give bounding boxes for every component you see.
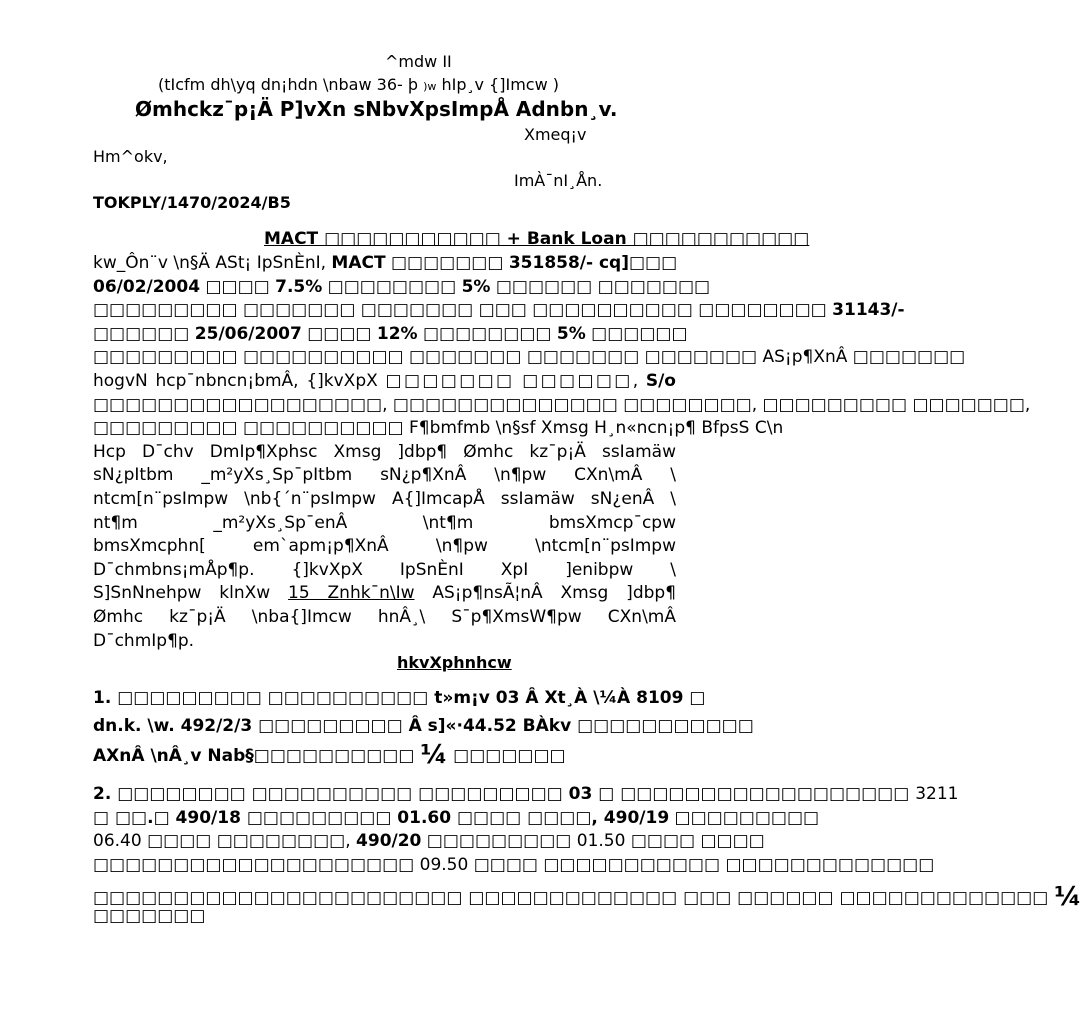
line-segment: □□□□□□	[93, 323, 195, 344]
body-lines-line	[93, 536, 676, 556]
subject-line	[264, 229, 809, 249]
body-lines-line	[93, 465, 676, 485]
salutation: Hm^okv,	[93, 147, 168, 166]
line-segment: 06.40 □□□□ □□□□□□□□,	[93, 831, 357, 851]
line-segment: 31143/-	[832, 300, 905, 321]
line-segment: 25/06/2007	[194, 323, 302, 344]
item2-line	[93, 784, 959, 804]
line-segment: Hcp D¯chv DmIp¶Xphsc Xmsg ]dbp¶ Ømhc kz¯p¡Ä ssIamäw	[93, 441, 676, 462]
header-line-2	[158, 75, 559, 94]
body-lines-line	[93, 442, 676, 462]
line-segment: AXnÂ \nÂ¸v Nab§□□□□□□□□□□	[93, 746, 421, 766]
line-segment: Ømhc kz¯p¡Ä \nba{]Imcw hnÂ¸\ S¯p¶XmsW¶pw CXn\mÂ	[93, 607, 676, 627]
office-name: Xmeq¡v	[524, 125, 587, 144]
line-segment: □□□□□□□□	[417, 323, 557, 344]
line-segment: □□□□□□□□□ □□□□□□□ □□□□□□□ □□□ □□□□□□□□□□ □□□□□□□□	[93, 300, 833, 321]
body-lines-line	[93, 253, 676, 273]
line-segment: 15 Znhk¯n\Iw	[288, 583, 415, 604]
body-lines-line	[93, 371, 676, 391]
line-segment: 1. □□□□□□□□□ □□□□□□□□□□ t»m¡v 03 Â Xt¸À \¼À 8109 □	[93, 688, 706, 708]
item2-line	[93, 906, 676, 926]
line-segment: D¯chmIp¶p.	[93, 630, 195, 651]
line-segment: □□□□□□	[585, 323, 688, 344]
line-segment: □□□□□□□□□ □□□□□□□□□□ □□□□□□□ □□□□□□□ □□□□□□□ AS¡p¶XnÂ □□□□□□□	[93, 347, 966, 368]
line-segment: □□□□	[200, 276, 276, 297]
line-segment: hogvN hcp¯nbncn¡bmÂ, {]kvXpX □□□□□□□ □□□□□□,	[93, 371, 646, 391]
line-segment: 5%	[556, 323, 586, 344]
header-line-2b: hIp¸v {]Imcw )	[436, 75, 559, 94]
line-segment: 490/19	[603, 807, 670, 828]
body-lines-line	[93, 631, 676, 651]
header-line-1: ^mdw II	[385, 52, 452, 71]
item2-line	[93, 807, 820, 828]
line-segment: 490/18	[175, 807, 241, 828]
fraction-text: ¼	[420, 740, 448, 770]
line-segment: □□□□□□□□□ □□□□□□□□□□ F¶bmfmb \n§sf Xmsg H¸n«ncn¡p¶ BfpsS C\n	[93, 418, 784, 439]
subject-line-b: □□□□□□□□□□□ + Bank Loan □□□□□□□□□□□	[324, 229, 810, 249]
line-segment: □□□□□□□□□ 01.60 □□□□ □□□□,	[240, 807, 604, 828]
item2-line	[93, 831, 765, 851]
line-segment: □□□□□□□	[385, 253, 509, 273]
line-segment: S/o	[645, 371, 676, 391]
item2-line	[93, 854, 935, 875]
line-segment: □□□□□□□□□	[669, 807, 820, 828]
line-segment: □□□□	[301, 323, 377, 344]
line-segment: 351858/- cq]□□□	[508, 253, 678, 273]
item1-line	[93, 740, 676, 770]
body-lines-line	[93, 489, 676, 509]
body-lines-line	[93, 300, 905, 321]
line-segment: AS¡p¶nsÃ¦nÂ Xmsg ]dbp¶	[414, 583, 677, 604]
line-segment: □□□□□□□	[447, 746, 566, 766]
body-lines-line	[93, 607, 676, 627]
item1-line	[93, 716, 754, 736]
body-lines-line	[93, 583, 676, 603]
line-segment: □□□□□□□□□□□□□□□□□□□□□□□ □□□□□□□□□□□□□ □□□ □□□□□□ □□□□□□□□□□□□□	[93, 888, 1055, 908]
line-segment: nt¶m _m²yXs¸Sp¯enÂ \nt¶m bmsXmcp¯cpw	[93, 512, 676, 533]
reference-number: TOKPLY/1470/2024/B5	[93, 193, 291, 212]
date-label: ImÀ¯nI¸Ån.	[514, 171, 603, 190]
line-segment: □□□□□□□□□□□□□□□□□□□□ 09.50 □□□□ □□□□□□□□□□□ □□□□□□□□□□□□□	[93, 854, 935, 875]
line-segment: □□□□□□ □□□□□□□	[490, 276, 711, 297]
schedule-title: hkvXphnhcw	[397, 653, 512, 672]
line-segment: kw_Ôn¨v \n§Ä ASt¡ IpSnÈnI,	[93, 253, 332, 273]
line-segment: D¯chmbns¡mÅp¶p. {]kvXpX IpSnÈnI XpI ]enibpw \	[93, 559, 676, 580]
line-segment: 3211	[915, 784, 959, 804]
line-segment: bmsXmcphn[ em`apm¡p¶XnÂ \n¶pw \ntcm[n¨psImpw	[93, 536, 676, 557]
line-segment: S]SnNnehpw klnXw	[93, 583, 289, 604]
line-segment: 7.5%	[275, 276, 323, 297]
line-segment: □□□□□□□□	[322, 276, 462, 297]
line-segment: □ □□.□	[93, 807, 176, 828]
body-lines-line	[93, 323, 688, 344]
body-lines-line	[93, 276, 711, 297]
subject-line-a: MACT	[264, 229, 325, 249]
line-segment: MACT	[331, 253, 386, 273]
body-lines-line	[93, 347, 966, 368]
line-segment: 2. □□□□□□□□ □□□□□□□□□□ □□□□□□□□□ 03 □ □□□□□□□□□□□□□□□□□□	[93, 784, 916, 804]
body-lines-line	[93, 560, 676, 580]
document-title: Ømhckz¯p¡Ä P]vXn sNbvXpsImpÅ Adnbn¸v.	[135, 97, 618, 121]
line-segment: □□□□□□□□□□□□□□□□□□, □□□□□□□□□□□□□□ □□□□□□□□, □□□□□□□□□ □□□□□□□,	[93, 394, 1031, 415]
line-segment: 5%	[461, 276, 491, 297]
line-segment: □□□□□□□	[93, 906, 206, 926]
body-lines-line	[93, 513, 676, 533]
fraction-text: ¼	[1054, 882, 1081, 912]
body-lines-line	[93, 418, 784, 439]
header-line-2-sub: )w	[423, 80, 437, 93]
line-segment: dn.k. \w. 492/2/3 □□□□□□□□□ Â s]«·44.52 BÀkv □□□□□□□□□□□	[93, 716, 754, 736]
line-segment: 06/02/2004	[93, 276, 201, 297]
line-segment: ntcm[n¨psImpw \nb{´n¨psImpw A{]ImcapÅ ssIamäw sN¿enÂ \	[93, 489, 676, 509]
header-line-2a: (tIcfm dh\yq dn¡hdn \nbaw 36- þ	[158, 75, 424, 94]
line-segment: sN¿pItbm _m²yXs¸Sp¯pItbm sN¿p¶XnÂ \n¶pw CXn\mÂ \	[93, 465, 676, 486]
item1-line	[93, 688, 706, 708]
line-segment: 490/20	[356, 831, 422, 851]
line-segment: 12%	[376, 323, 418, 344]
line-segment: □□□□□□□□□ 01.50 □□□□ □□□□	[421, 831, 765, 851]
body-lines-line	[93, 394, 1031, 415]
